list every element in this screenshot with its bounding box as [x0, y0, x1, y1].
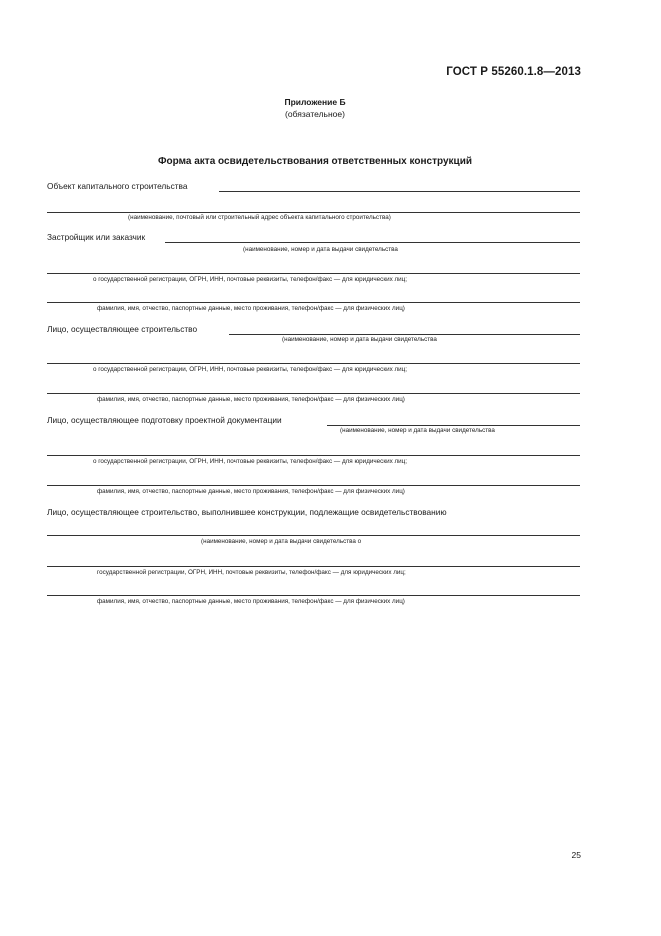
designer-input-line[interactable]	[327, 425, 580, 426]
designer-input-line-2[interactable]	[47, 455, 580, 456]
developer-input-line-3[interactable]	[47, 302, 580, 303]
contractor-hint-2: государственной регистрации, ОГРН, ИНН, почтовые реквизиты, телефон/факс — для юридических лиц;	[97, 569, 406, 576]
builder-label: Лицо, осуществляющее строительство	[47, 324, 198, 334]
form-title: Форма акта освидетельствования ответственных конструкций	[158, 156, 472, 167]
designer-hint-3: фамилия, имя, отчество, паспортные данные, место проживания, телефон/факс — для физических лиц)	[97, 488, 405, 495]
developer-label: Застройщик или заказчик	[47, 232, 146, 242]
object-label: Объект капитального строительства	[47, 181, 188, 191]
contractor-input-line-3[interactable]	[47, 595, 580, 596]
appendix-title: Приложение Б	[284, 97, 346, 107]
designer-input-line-3[interactable]	[47, 485, 580, 486]
object-input-line-2[interactable]	[47, 212, 580, 213]
contractor-hint-1: (наименование, номер и дата выдачи свидетельства о	[201, 538, 362, 545]
designer-hint-2: о государственной регистрации, ОГРН, ИНН, почтовые реквизиты, телефон/факс — для юридических лиц;	[93, 458, 408, 465]
standard-number: ГОСТ Р 55260.1.8—2013	[446, 66, 581, 78]
designer-label: Лицо, осуществляющее подготовку проектной документации	[47, 415, 282, 425]
appendix-status: (обязательное)	[285, 109, 345, 119]
developer-hint-3: фамилия, имя, отчество, паспортные данные, место проживания, телефон/факс — для физических лиц)	[97, 305, 405, 312]
contractor-input-line-2[interactable]	[47, 566, 580, 567]
builder-hint-3: фамилия, имя, отчество, паспортные данные, место проживания, телефон/факс — для физических лиц)	[97, 396, 405, 403]
builder-input-line-2[interactable]	[47, 363, 580, 364]
contractor-hint-3: фамилия, имя, отчество, паспортные данные, место проживания, телефон/факс — для физических лиц)	[97, 598, 405, 605]
contractor-label: Лицо, осуществляющее строительство, выполнившее конструкции, подлежащие освидетельствованию	[47, 507, 447, 517]
developer-hint-2: о государственной регистрации, ОГРН, ИНН, почтовые реквизиты, телефон/факс — для юридических лиц;	[93, 276, 408, 283]
page-number: 25	[571, 850, 581, 860]
designer-hint-1: (наименование, номер и дата выдачи свидетельства	[340, 427, 495, 434]
builder-hint-2: о государственной регистрации, ОГРН, ИНН, почтовые реквизиты, телефон/факс — для юридических лиц;	[93, 366, 408, 373]
developer-input-line[interactable]	[165, 242, 580, 243]
developer-hint-1: (наименование, номер и дата выдачи свидетельства	[243, 246, 398, 253]
contractor-input-line[interactable]	[47, 535, 580, 536]
object-hint: (наименование, почтовый или строительный адрес объекта капитального строительства)	[128, 214, 391, 221]
builder-input-line[interactable]	[229, 334, 580, 335]
developer-input-line-2[interactable]	[47, 273, 580, 274]
builder-hint-1: (наименование, номер и дата выдачи свидетельства	[282, 336, 437, 343]
builder-input-line-3[interactable]	[47, 393, 580, 394]
object-input-line[interactable]	[219, 191, 580, 192]
